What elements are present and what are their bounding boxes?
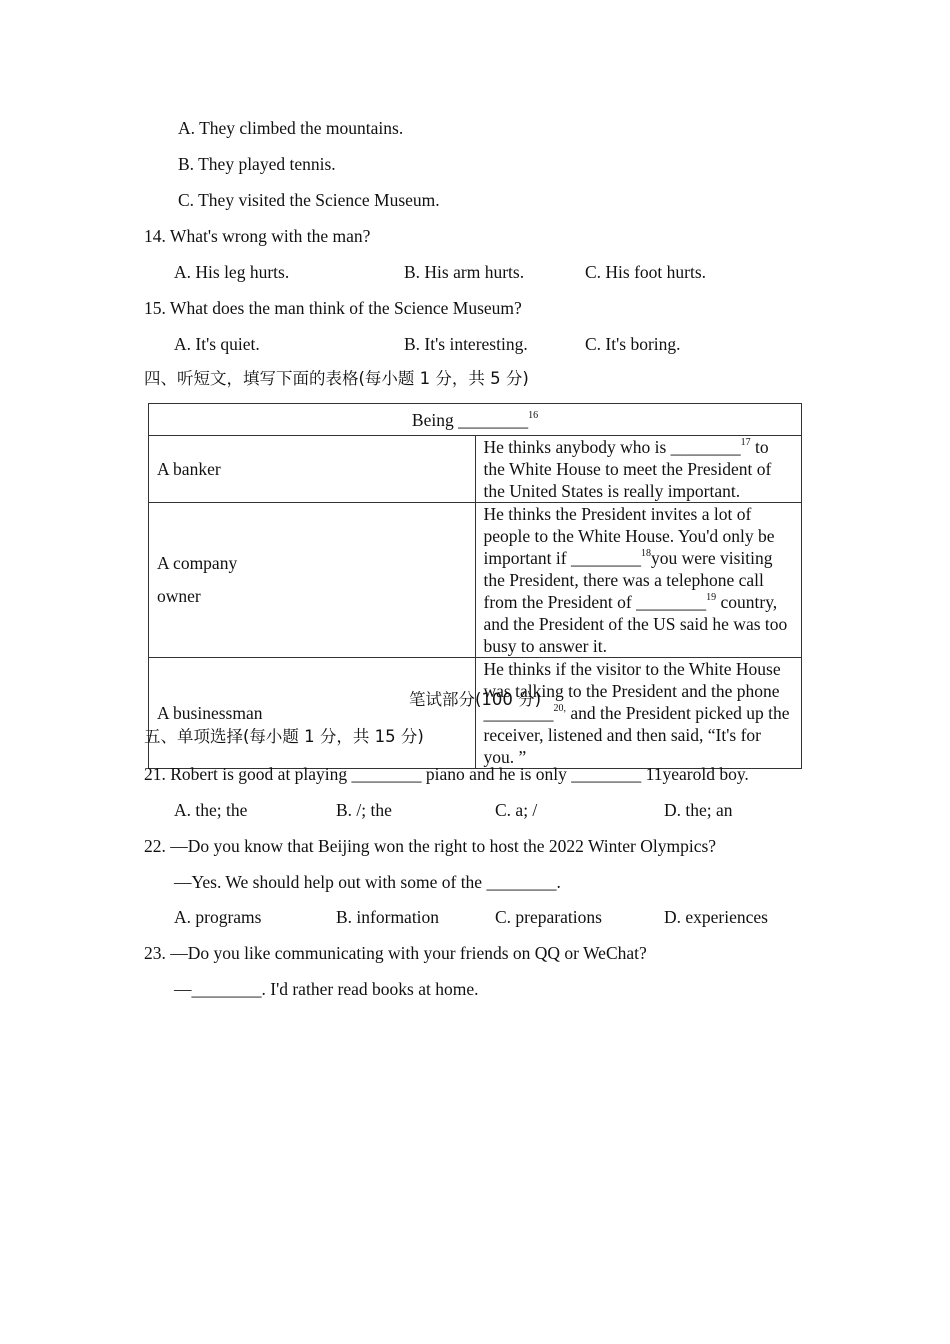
row-content-businessman — [475, 658, 802, 769]
table-row-banker — [149, 436, 802, 503]
banker-text-1: He thinks anybody who is ________ — [483, 437, 741, 457]
fill-in-table — [148, 403, 802, 769]
blank-number-16: 16 — [528, 409, 539, 421]
table-header-cell — [149, 404, 802, 436]
q13-option-c: C. They visited the Science Museum. — [178, 190, 440, 210]
header-text: Being ________ — [411, 409, 529, 430]
q15-stem: 15. What does the man think of the Science Museum? — [144, 298, 522, 318]
q21-option-a: A. the; the — [174, 800, 248, 820]
q21-option-c: C. a; / — [495, 800, 538, 820]
section4-title: 四、听短文，填写下面的表格(每小题 1 分，共 5 分) — [144, 369, 529, 388]
q23-stem: 23. —Do you like communicating with your friends on QQ or WeChat? — [144, 943, 647, 963]
businessman-text-2: and the President picked up the receiver, listened and then said, “It's for you. ” — [483, 703, 790, 767]
owner-text-2: you were visiting the President, there was a telephone call from the President of ________ — [483, 548, 773, 612]
q14-option-a: A. His leg hurts. — [174, 262, 290, 282]
q22-option-b: B. information — [336, 907, 440, 927]
q15-option-a: A. It's quiet. — [174, 334, 260, 354]
q21-option-b: B. /; the — [336, 800, 392, 820]
q14-stem: 14. What's wrong with the man? — [144, 226, 371, 246]
table-header-row — [149, 404, 802, 436]
businessman-text-1: He thinks if the visitor to the White House was talking to the President and the phone ________ — [483, 659, 781, 723]
q21-option-d: D. the; an — [664, 800, 733, 820]
blank-number-20: 20, — [553, 703, 566, 714]
label-line-1: A company — [157, 553, 238, 573]
q14-option-c: C. His foot hurts. — [585, 262, 707, 282]
table-row-company-owner — [149, 503, 802, 658]
q22-option-a: A. programs — [174, 907, 262, 927]
row-content-company-owner — [475, 503, 802, 658]
q21-stem: 21. Robert is good at playing ________ piano and he is only ________ 11yearold boy. — [144, 764, 749, 784]
blank-number-19: 19 — [706, 592, 717, 603]
q22-reply: —Yes. We should help out with some of the ________. — [174, 872, 561, 892]
row-label-company-owner — [149, 503, 476, 658]
q13-option-b: B. They played tennis. — [178, 154, 336, 174]
q15-option-c: C. It's boring. — [585, 334, 681, 354]
owner-text-3: country, and the President of the US said he was too busy to answer it. — [483, 592, 788, 656]
label-line-2: owner — [157, 586, 201, 606]
row-content-banker — [475, 436, 802, 503]
blank-number-17: 17 — [740, 437, 751, 448]
banker-text-2: to the White House to meet the President of the United States is really important. — [483, 437, 772, 501]
section5-title: 五、单项选择(每小题 1 分，共 15 分) — [144, 727, 424, 746]
row-label-businessman: A businessman — [149, 658, 476, 769]
table-row-businessman — [149, 658, 802, 769]
q22-option-d: D. experiences — [664, 907, 768, 927]
q22-stem: 22. —Do you know that Beijing won the right to host the 2022 Winter Olympics? — [144, 836, 717, 856]
row-label-banker: A banker — [149, 436, 476, 503]
q22-option-c: C. preparations — [495, 907, 602, 927]
q15-option-b: B. It's interesting. — [404, 334, 528, 354]
blank-number-18: 18 — [640, 548, 651, 559]
q23-reply: —________. I'd rather read books at home. — [174, 979, 479, 999]
owner-text-1: He thinks the President invites a lot of people to the White House. You'd only be important if ________ — [483, 504, 775, 568]
q14-option-b: B. His arm hurts. — [404, 262, 525, 282]
q13-option-a: A. They climbed the mountains. — [178, 118, 404, 138]
written-part-title: 笔试部分(100 分) — [408, 690, 542, 709]
